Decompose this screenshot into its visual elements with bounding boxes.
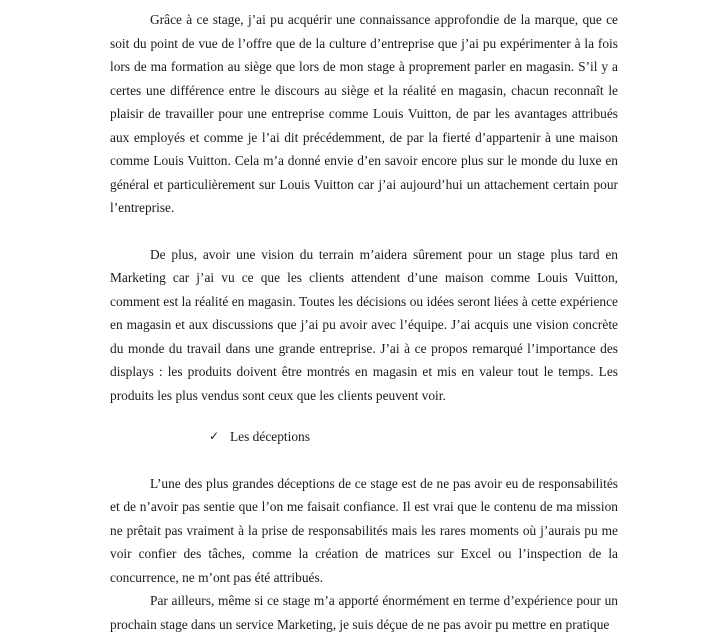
paragraph-spacer [110, 220, 618, 243]
checkmark-icon: ✓ [209, 429, 220, 443]
paragraph-marketing-experience: Par ailleurs, même si ce stage m’a apporté énormément en terme d’expérience pour un prochain stage dans un service Marketing, je suis déçue de ne pas avoir pu mettre en pratique [110, 593, 618, 632]
section-heading-label: Les déceptions [230, 429, 310, 444]
document-page [110, 8, 618, 636]
paragraph-responsibilities: L’une des plus grandes déceptions de ce stage est de ne pas avoir eu de responsabilités et de n’avoir pas sentie que l’on me faisait confiance. Il est vrai que le contenu de ma mission ne prêtait pas vraiment à la prise de responsabilités mais les rares moments où j’aurais pu me voir confier des tâches, comme la création de matrices sur Excel ou l’inspection de la concurrence, ne m’ont pas été attribués. [110, 475, 618, 585]
paragraph-brand-knowledge: Grâce à ce stage, j’ai pu acquérir une connaissance approfondie de la marque, que ce soit du point de vue de l’offre que de la culture d’entreprise que j’ai pu expérimenter à la fois lors de ma formation au siège que lors de mon stage à proprement parler en magasin. S’il y a certes une différence entre le discours au siège et la réalité en magasin, chacun reconnaît le plaisir de travailler pour une entreprise comme Louis Vuitton, de par les avantages attribués aux employés et comme je l’ai dit précédemment, de par la fierté d’appartenir à une maison comme Louis Vuitton. Cela m’a donné envie d’en savoir encore plus sur le monde du luxe en général et particulièrement sur Louis Vuitton car j’ai aujourd’hui un attachement certain pour l’entreprise. [110, 12, 618, 215]
paragraph-spacer [110, 449, 618, 472]
paragraph-spacer [110, 407, 618, 425]
section-heading-deceptions [209, 425, 618, 449]
paragraph-field-vision: De plus, avoir une vision du terrain m’aidera sûrement pour un stage plus tard en Marketing car j’ai vu ce que les clients attendent d’une maison comme Louis Vuitton, comment est la réalité en magasin. Toutes les décisions ou idées seront liées à cette expérience en magasin et aux discussions que j’ai pu avoir avec l’équipe. J’ai acquis une vision concrète du monde du travail dans une grande entreprise. J’ai à ce propos remarqué l’importance des displays : les produits doivent être montrés en magasin et mis en valeur tout le temps. Les produits les plus vendus sont ceux que les clients peuvent voir. [110, 246, 618, 403]
